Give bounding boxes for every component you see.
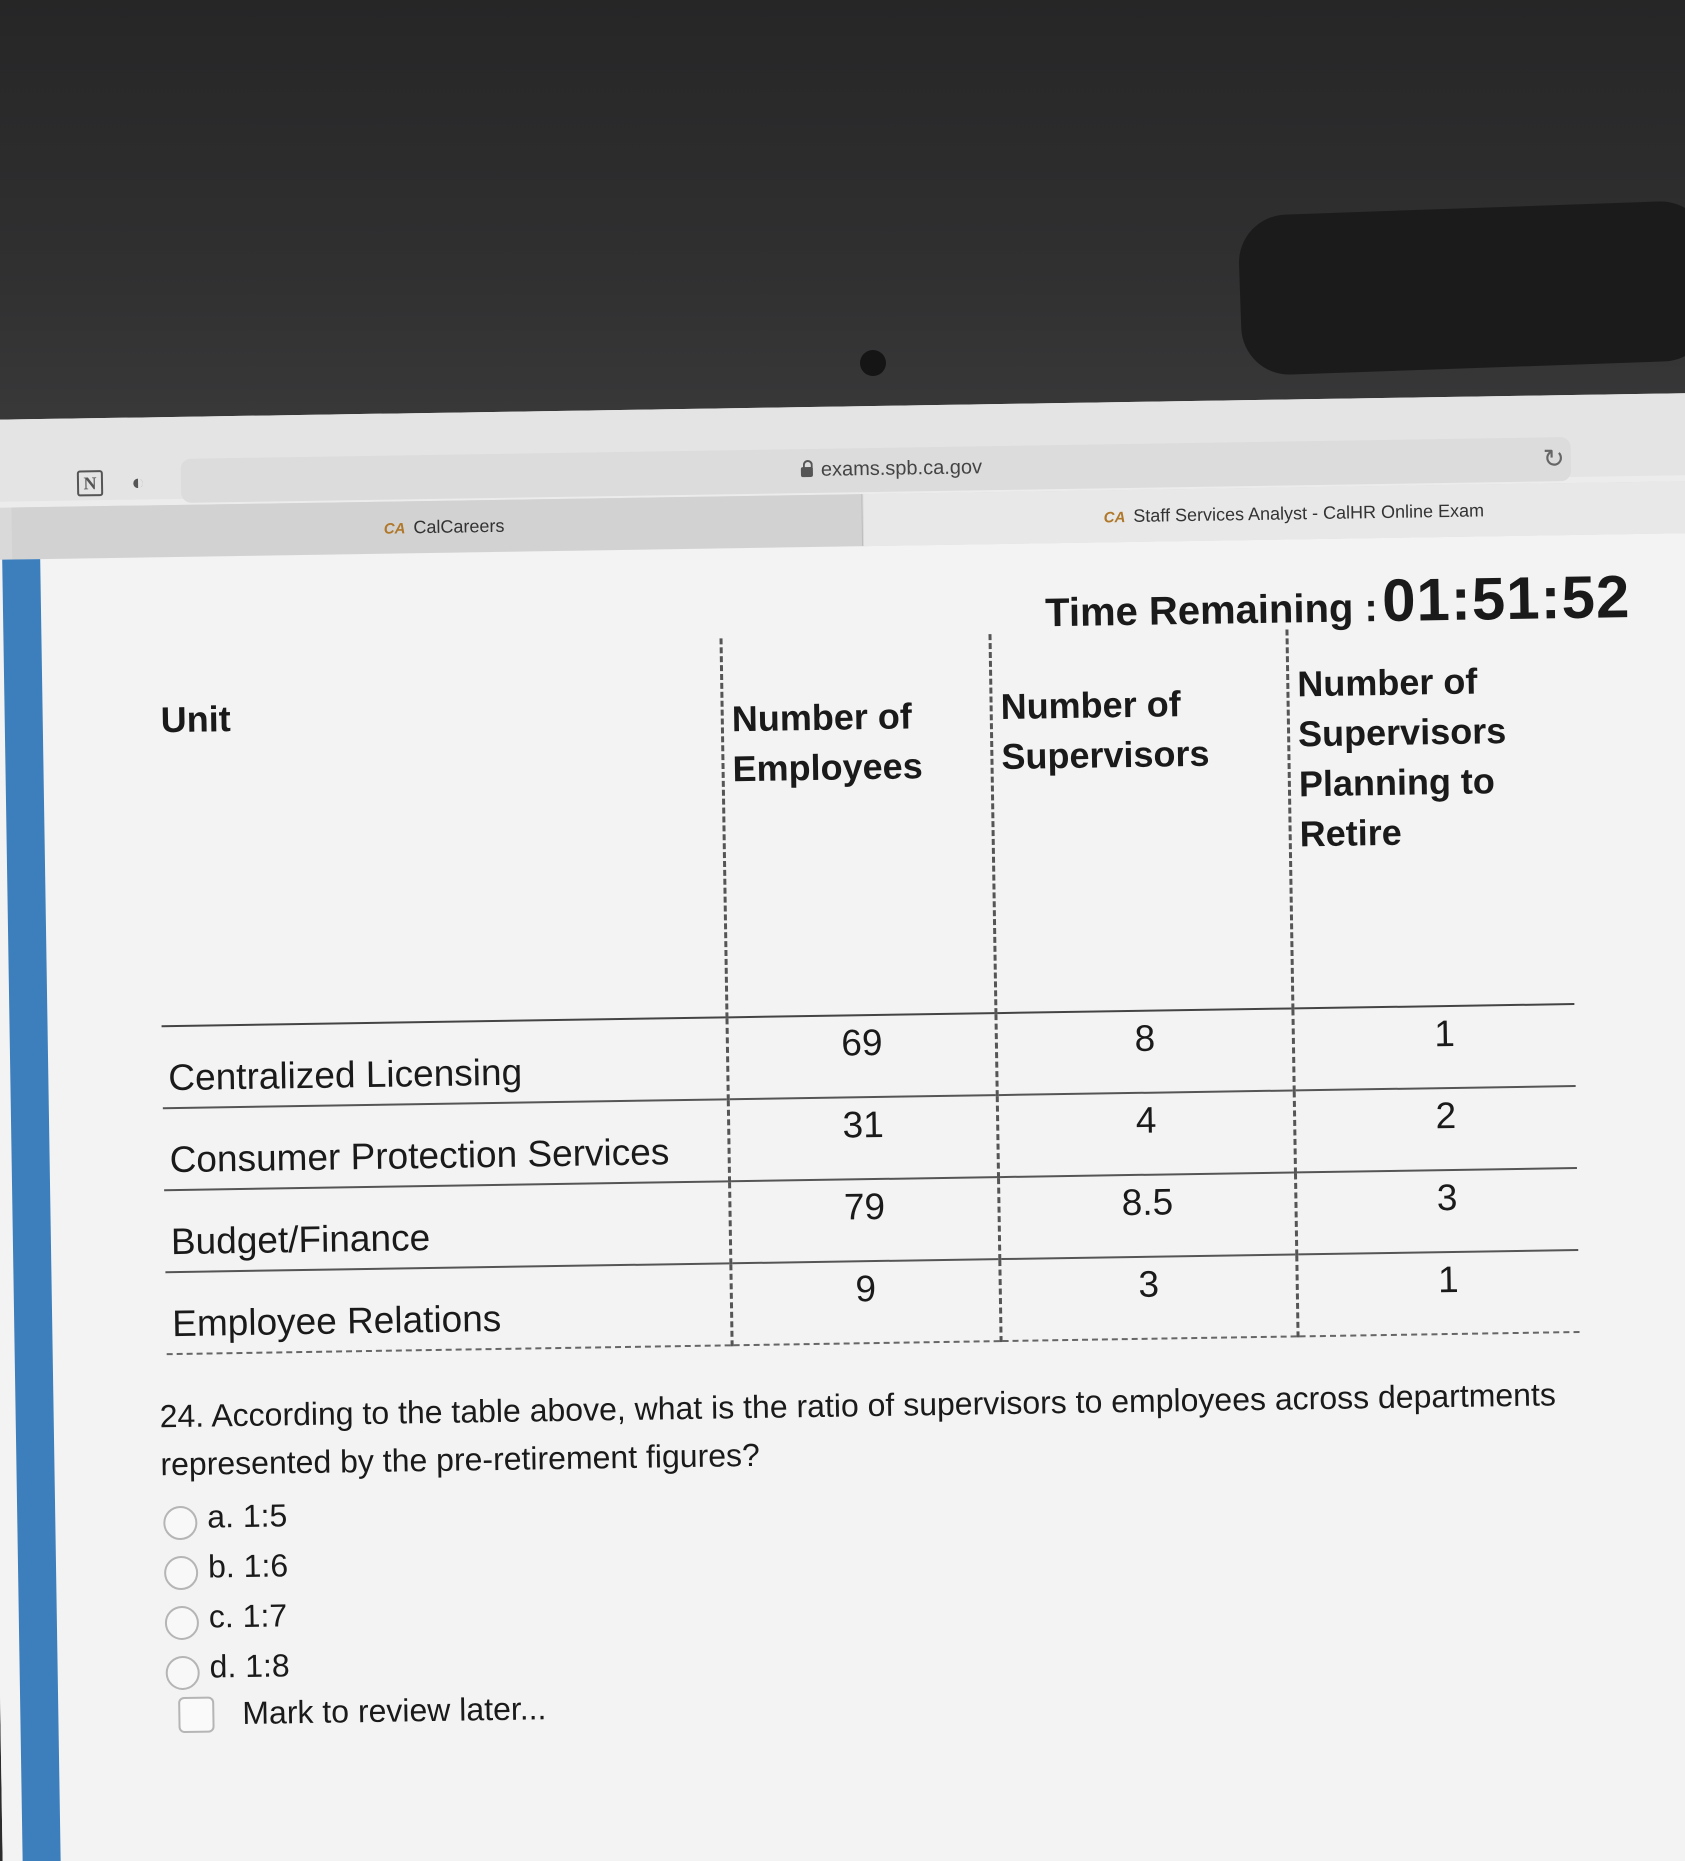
- header-retiring: Number of Supervisors Planning to Retire: [1287, 625, 1574, 1008]
- calcareers-favicon-icon: CA: [383, 520, 406, 538]
- header-employees: Number of Employees: [721, 634, 996, 1017]
- cell-retiring: 2: [1294, 1086, 1577, 1172]
- review-label: Mark to review later...: [242, 1690, 547, 1732]
- cell-supervisors: 8.5: [999, 1172, 1297, 1259]
- bezel-shadow: [1237, 200, 1685, 376]
- header-supervisors: Number of Supervisors: [990, 629, 1293, 1013]
- tab-label: CalCareers: [413, 515, 505, 538]
- cell-supervisors: 3: [1000, 1254, 1298, 1341]
- notion-icon[interactable]: N: [77, 470, 103, 496]
- option-label: d. 1:8: [209, 1646, 290, 1685]
- option-d[interactable]: [165, 1636, 546, 1692]
- cell-supervisors: 8: [996, 1008, 1294, 1095]
- radio-button[interactable]: [163, 1506, 198, 1541]
- url-display[interactable]: [801, 456, 983, 482]
- calcareers-favicon-icon: CA: [1103, 509, 1126, 527]
- cell-employees: 79: [730, 1177, 1000, 1263]
- lock-icon: [801, 467, 813, 477]
- option-a[interactable]: [163, 1486, 544, 1542]
- data-table: [156, 625, 1580, 1355]
- shield-icon[interactable]: ◐: [131, 469, 145, 495]
- cell-unit: Employee Relations: [165, 1263, 732, 1354]
- option-c[interactable]: [164, 1586, 545, 1642]
- header-unit: Unit: [156, 638, 727, 1026]
- cell-employees: 31: [728, 1095, 998, 1181]
- radio-button[interactable]: [164, 1556, 199, 1591]
- cell-unit: Consumer Protection Services: [163, 1099, 730, 1190]
- cell-retiring: 3: [1295, 1168, 1578, 1254]
- url-text: exams.spb.ca.gov: [820, 456, 983, 481]
- cell-unit: Centralized Licensing: [162, 1017, 729, 1108]
- review-checkbox[interactable]: [178, 1696, 215, 1733]
- option-label: c. 1:7: [208, 1596, 288, 1635]
- option-label: b. 1:6: [207, 1546, 289, 1585]
- webcam: [860, 350, 886, 376]
- exam-page: [0, 532, 1685, 1861]
- mark-review[interactable]: [166, 1690, 547, 1733]
- answer-options: [163, 1486, 547, 1733]
- cell-employees: 9: [731, 1259, 1001, 1345]
- radio-button[interactable]: [165, 1606, 200, 1641]
- tab-label: Staff Services Analyst - CalHR Online Exam: [1133, 500, 1485, 526]
- timer-value: 01:51:52: [1381, 563, 1631, 634]
- cell-employees: 69: [727, 1013, 997, 1099]
- question-text: 24. According to the table above, what is the ratio of supervisors to employees across departments represented by the pre-retirement figures?: [159, 1376, 1557, 1483]
- cell-supervisors: 4: [997, 1090, 1295, 1177]
- cell-retiring: 1: [1297, 1250, 1580, 1336]
- table-header-row: [156, 625, 1575, 1026]
- option-label: a. 1:5: [206, 1496, 288, 1535]
- browser-window: [0, 392, 1685, 1861]
- timer-label: Time Remaining :: [1044, 586, 1379, 636]
- cell-retiring: 1: [1293, 1004, 1576, 1090]
- reload-icon[interactable]: ↻: [1542, 443, 1565, 474]
- left-accent-bar: [2, 559, 62, 1861]
- cell-unit: Budget/Finance: [164, 1181, 731, 1272]
- radio-button[interactable]: [165, 1656, 200, 1691]
- option-b[interactable]: [164, 1536, 545, 1592]
- laptop-bezel: [0, 0, 1685, 450]
